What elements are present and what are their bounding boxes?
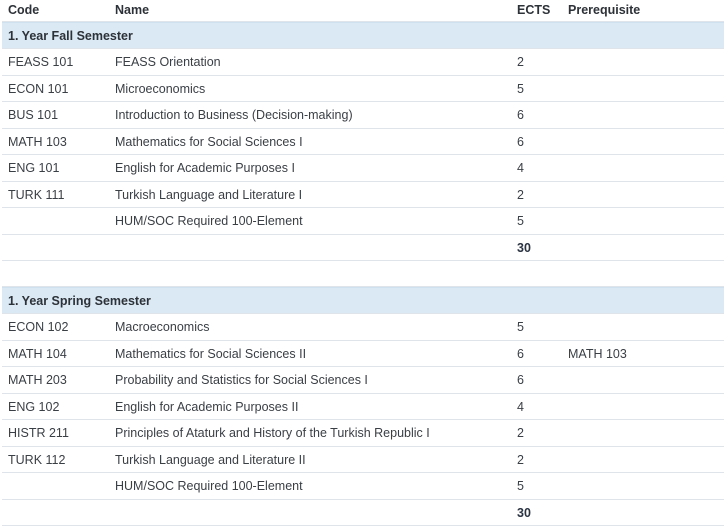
section-spacer: [2, 261, 724, 287]
curriculum-table: [2, 0, 724, 526]
course-code: ENG 102: [8, 399, 60, 414]
table-row: [2, 341, 724, 368]
course-code: TURK 111: [8, 187, 65, 202]
course-name: Turkish Language and Literature I: [115, 187, 303, 202]
course-name: FEASS Orientation: [115, 55, 221, 69]
course-ects: 6: [517, 134, 524, 149]
section-title: 1. Year Spring Semester: [8, 294, 151, 308]
course-name: Probability and Statistics for Social Sciences I: [115, 373, 368, 387]
course-code: ECON 101: [8, 81, 69, 96]
course-ects: 5: [517, 214, 524, 228]
table-row: [2, 473, 724, 500]
course-ects: 2: [517, 426, 524, 440]
spring-total-ects: 30: [517, 505, 531, 520]
section-fall: [2, 22, 724, 49]
table-row: [2, 129, 724, 156]
course-code: TURK 112: [8, 452, 66, 467]
course-name: Principles of Ataturk and History of the Turkish Republic I: [115, 426, 430, 440]
course-code: MATH 203: [8, 373, 67, 387]
course-ects: 5: [517, 479, 524, 493]
course-code: ENG 101: [8, 161, 60, 175]
course-code: MATH 103: [8, 134, 67, 149]
course-code: HISTR 211: [8, 426, 69, 440]
table-row: [2, 314, 724, 341]
course-code: BUS 101: [8, 108, 59, 122]
course-name: HUM/SOC Required 100-Element: [115, 479, 303, 493]
course-ects: 2: [517, 187, 524, 202]
course-name: English for Academic Purposes II: [115, 399, 299, 414]
table-row: [2, 76, 724, 103]
course-ects: 2: [517, 452, 524, 467]
table-header: [2, 0, 724, 22]
table-row: [2, 49, 724, 76]
table-row: [2, 182, 724, 209]
header-name: Name: [115, 3, 150, 17]
course-ects: 5: [517, 81, 524, 96]
fall-total-ects: 30: [517, 240, 531, 255]
header-code: Code: [8, 3, 40, 17]
course-name: HUM/SOC Required 100-Element: [115, 214, 303, 228]
header-ects: ECTS: [517, 3, 551, 17]
course-ects: 6: [517, 108, 524, 122]
table-row: [2, 420, 724, 447]
course-name: English for Academic Purposes I: [115, 161, 295, 175]
table-row: [2, 102, 724, 129]
course-prerequisite: MATH 103: [568, 346, 627, 361]
fall-total-row: [2, 235, 724, 262]
section-title: 1. Year Fall Semester: [8, 29, 133, 43]
course-name: Mathematics for Social Sciences I: [115, 134, 303, 149]
table-row: [2, 447, 724, 474]
course-name: Introduction to Business (Decision-making): [115, 108, 353, 122]
course-code: MATH 104: [8, 346, 67, 361]
course-ects: 4: [517, 399, 524, 414]
header-prerequisite: Prerequisite: [568, 3, 641, 17]
course-code: ECON 102: [8, 320, 69, 334]
table-row: [2, 367, 724, 394]
course-name: Turkish Language and Literature II: [115, 452, 306, 467]
table-row: [2, 394, 724, 421]
course-name: Macroeconomics: [115, 320, 210, 334]
course-name: Mathematics for Social Sciences II: [115, 346, 307, 361]
section-spring: [2, 287, 724, 314]
course-name: Microeconomics: [115, 81, 206, 96]
course-code: FEASS 101: [8, 55, 74, 69]
table-row: [2, 208, 724, 235]
course-ects: 6: [517, 373, 524, 387]
course-ects: 2: [517, 55, 524, 69]
table-row: [2, 155, 724, 182]
course-ects: 5: [517, 320, 524, 334]
spring-total-row: [2, 500, 724, 527]
course-ects: 6: [517, 346, 524, 361]
course-ects: 4: [517, 161, 524, 175]
